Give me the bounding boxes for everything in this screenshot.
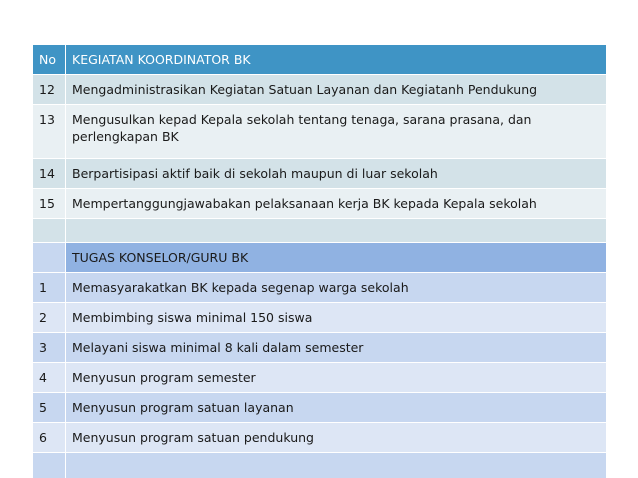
row-number: 15 — [33, 189, 66, 219]
empty-row — [33, 453, 607, 478]
row-number: 6 — [33, 423, 66, 453]
header-no-cell: No — [33, 45, 66, 75]
table-row — [33, 75, 607, 105]
section-header-no-cell — [33, 243, 66, 273]
table-row — [33, 189, 607, 219]
row-text: Berpartisipasi aktif baik di sekolah maupun di luar sekolah — [66, 159, 607, 189]
row-number: 2 — [33, 303, 66, 333]
empty-cell — [33, 453, 66, 478]
table-row — [33, 333, 607, 363]
table-row — [33, 105, 607, 159]
header-title-cell: KEGIATAN KOORDINATOR BK — [66, 45, 607, 75]
row-number: 1 — [33, 273, 66, 303]
row-number: 4 — [33, 363, 66, 393]
row-number: 12 — [33, 75, 66, 105]
empty-cell — [66, 453, 607, 478]
row-number: 3 — [33, 333, 66, 363]
section-header-row — [33, 243, 607, 273]
empty-cell — [33, 219, 66, 243]
row-number: 13 — [33, 105, 66, 159]
table-row — [33, 423, 607, 453]
row-text: Melayani siswa minimal 8 kali dalam semester — [66, 333, 607, 363]
table-row — [33, 273, 607, 303]
table-row — [33, 363, 607, 393]
row-number: 5 — [33, 393, 66, 423]
row-text: Mengadministrasikan Kegiatan Satuan Layanan dan Kegiatanh Pendukung — [66, 75, 607, 105]
table-row — [33, 393, 607, 423]
row-text: Menyusun program satuan layanan — [66, 393, 607, 423]
bk-duties-table — [32, 44, 607, 478]
row-text: Memasyarakatkan BK kepada segenap warga sekolah — [66, 273, 607, 303]
section-header-title-cell: TUGAS KONSELOR/GURU BK — [66, 243, 607, 273]
empty-cell — [66, 219, 607, 243]
empty-row — [33, 219, 607, 243]
table-header-row — [33, 45, 607, 75]
table-row — [33, 303, 607, 333]
row-text: Menyusun program semester — [66, 363, 607, 393]
row-text: Menyusun program satuan pendukung — [66, 423, 607, 453]
table-row — [33, 159, 607, 189]
row-text: Membimbing siswa minimal 150 siswa — [66, 303, 607, 333]
row-number: 14 — [33, 159, 66, 189]
row-text: Mempertanggungjawabakan pelaksanaan kerja BK kepada Kepala sekolah — [66, 189, 607, 219]
row-text: Mengusulkan kepad Kepala sekolah tentang tenaga, sarana prasana, dan perlengkapan BK — [66, 105, 607, 159]
